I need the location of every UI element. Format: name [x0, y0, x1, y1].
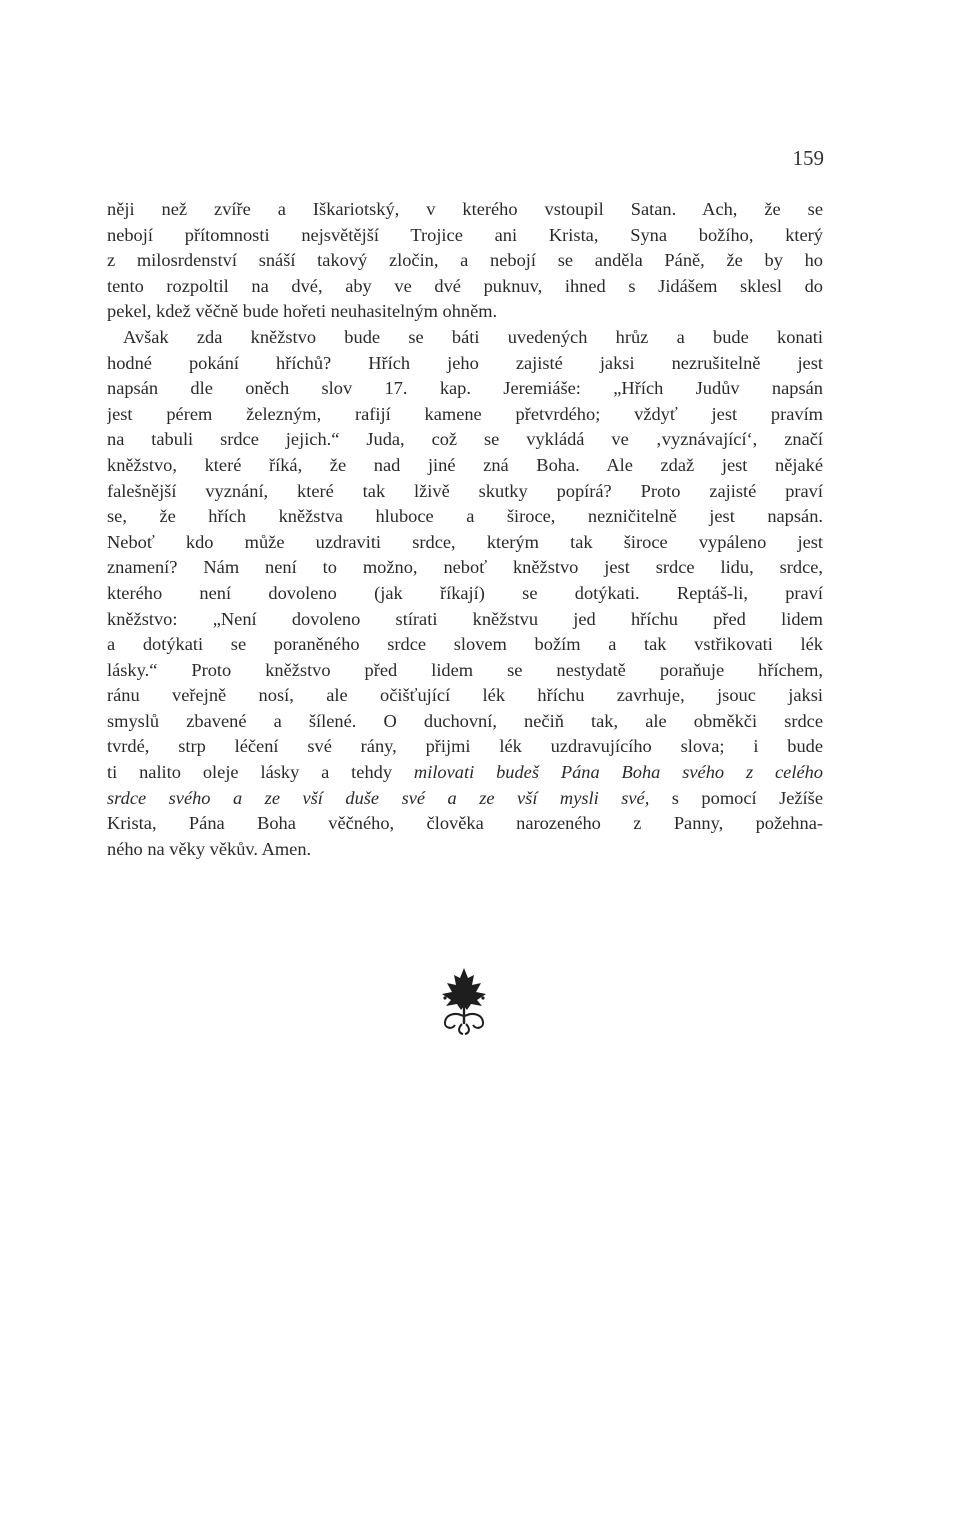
text-line: a dotýkati se poraněného srdce slovem božím a tak vstřikovati lék: [107, 634, 823, 655]
text-line: lásky.“ Proto kněžstvo před lidem se nestydatě poraňuje hříchem,: [107, 659, 823, 680]
text-line-paragraph-start: Avšak zda kněžstvo bude se báti uvedených hrůz a bude konati: [123, 326, 823, 347]
text-line: kněžstvo, které říká, že nad jiné zná Boha. Ale zdaž jest nějaké: [107, 454, 823, 475]
body-text: [107, 197, 823, 862]
italic-quotation: milovati budeš Pána Boha svého z celého: [413, 762, 823, 783]
text-line: ti nalito oleje lásky a tehdy milovati budeš Pána Boha svého z celého: [107, 762, 823, 783]
text-line: hodné pokání hříchů? Hřích jeho zajisté jaksi nezrušitelně jest: [107, 352, 823, 373]
text-line: srdce svého a ze vší duše své a ze vší mysli své, s pomocí Ježíše: [107, 787, 823, 808]
text-line: tvrdé, strp léčení své rány, přijmi lék uzdravujícího slova; i bude: [107, 736, 823, 757]
text-line: pekel, kdež věčně bude hořeti neuhasitelným ohněm.: [107, 301, 498, 322]
text-line: kněžstvo: „Není dovoleno stírati kněžstvu jed hříchu před lidem: [107, 608, 823, 629]
text-line: se, že hřích kněžstva hluboce a široce, nezničitelně jest napsán.: [107, 506, 823, 527]
text-line: ného na věky věkův. Amen.: [107, 838, 312, 859]
text-line: Krista, Pána Boha věčného, člověka narozeného z Panny, požehna-: [107, 813, 823, 834]
text-line: z milosrdenství snáší takový zločin, a nebojí se anděla Páně, že by ho: [107, 250, 823, 271]
text-line: tento rozpoltil na dvé, aby ve dvé puknuv, ihned s Jidášem sklesl do: [107, 275, 823, 296]
fleuron-leaf-icon: [436, 966, 492, 1036]
text-line: Neboť kdo může uzdraviti srdce, kterým tak široce vypáleno jest: [107, 531, 823, 552]
text-line: smyslů zbavené a šílené. O duchovní, nečiň tak, ale obměkči srdce: [107, 710, 823, 731]
text-line: ránu veřejně nosí, ale očišťující lék hříchu zavrhuje, jsouc jaksi: [107, 685, 823, 706]
text-line: znamení? Nám není to možno, neboť kněžstvo jest srdce lidu, srdce,: [107, 557, 823, 578]
text-line: na tabuli srdce jejich.“ Juda, což se vykládá ve ‚vyznávající‘, značí: [107, 429, 823, 450]
text-line: jest pérem železným, rafijí kamene přetvrdého; vždyť jest pravím: [107, 403, 823, 424]
text-line: falešnější vyznání, které tak lživě skutky popírá? Proto zajisté praví: [107, 480, 823, 501]
text-line: nebojí přítomnosti nejsvětější Trojice ani Krista, Syna božího, který: [107, 224, 823, 245]
text-line: napsán dle oněch slov 17. kap. Jeremiáše: „Hřích Judův napsán: [107, 378, 823, 399]
text-line: kterého není dovoleno (jak říkají) se dotýkati. Reptáš-li, praví: [107, 582, 823, 603]
page-number: 159: [792, 146, 824, 170]
italic-quotation: srdce svého a ze vší duše své a ze vší mysli své,: [107, 787, 650, 808]
text-line: něji než zvíře a Iškariotský, v kterého vstoupil Satan. Ach, že se: [107, 199, 823, 219]
